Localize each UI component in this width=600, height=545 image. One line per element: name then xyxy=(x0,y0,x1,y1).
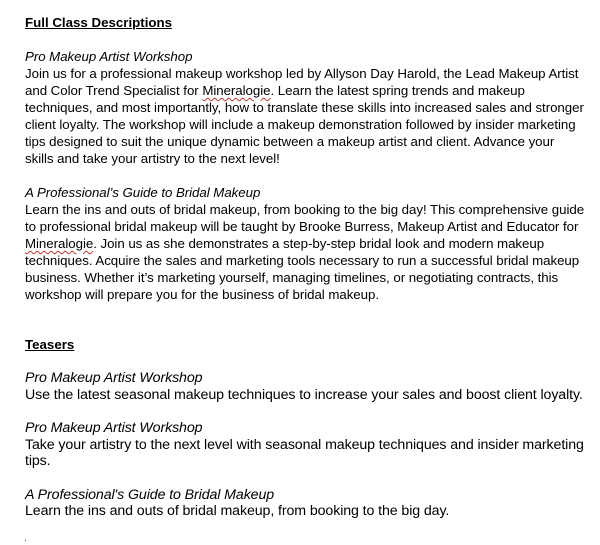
description-text: Learn the ins and outs of bridal makeup, from booking to the big day! This comprehensive guide to professional bridal makeup will be taught by Brooke Burress, Makeup Artist and Educator for xyxy=(25,202,585,234)
teaser-title: A Professional's Guide to Bridal Makeup xyxy=(25,486,275,503)
teaser-item xyxy=(25,487,585,520)
teaser-item xyxy=(25,420,585,470)
teaser-item xyxy=(25,370,585,403)
teaser-text: Use the latest seasonal makeup techniques to increase your sales and boost client loyalty. xyxy=(25,386,583,403)
text-cursor-mark xyxy=(25,540,26,541)
description-text: . Join us as she demonstrates a step-by-step bridal look and modern makeup techniques. Acquire the sales and marketing tools necessary to run a successful bridal makeup business. Whether it’s marketing yourself, managing timelines, or negotiating contracts, this workshop will prepare you for the business of bridal makeup. xyxy=(25,236,580,302)
brand-name-misspelled[interactable]: Mineralogie xyxy=(202,83,271,98)
teaser-title: Pro Makeup Artist Workshop xyxy=(25,370,203,386)
full-descriptions-heading: Full Class Descriptions xyxy=(25,15,173,30)
teasers-heading: Teasers xyxy=(25,337,75,352)
class-title: Pro Makeup Artist Workshop xyxy=(25,49,193,64)
brand-name-misspelled[interactable]: Mineralogie xyxy=(25,236,94,251)
teaser-text: Take your artistry to the next level with seasonal makeup techniques and insider marketing tips. xyxy=(25,436,584,469)
document-page xyxy=(25,14,585,520)
description-text: . Learn the latest spring trends and makeup techniques, and most importantly, how to translate these skills into increased sales and stronger client loyalty. The workshop will include a makeup demonstration followed by insider marketing tips designed to suit the unique dynamic between a makeup artist and client. Advance your skills and take your artistry to the next level! xyxy=(25,83,584,166)
teaser-text: Learn the ins and outs of bridal makeup, from booking to the big day. xyxy=(25,503,450,519)
teaser-title: Pro Makeup Artist Workshop xyxy=(25,420,203,436)
class-title: A Professional’s Guide to Bridal Makeup xyxy=(25,185,261,200)
full-description-item xyxy=(25,184,585,303)
full-description-item xyxy=(25,48,585,167)
class-description xyxy=(25,201,585,303)
class-description xyxy=(25,65,585,167)
description-text: Join us for a professional makeup workshop led by Allyson Day Harold, the Lead Makeup Artist and Color Trend Specialist for xyxy=(25,66,579,98)
